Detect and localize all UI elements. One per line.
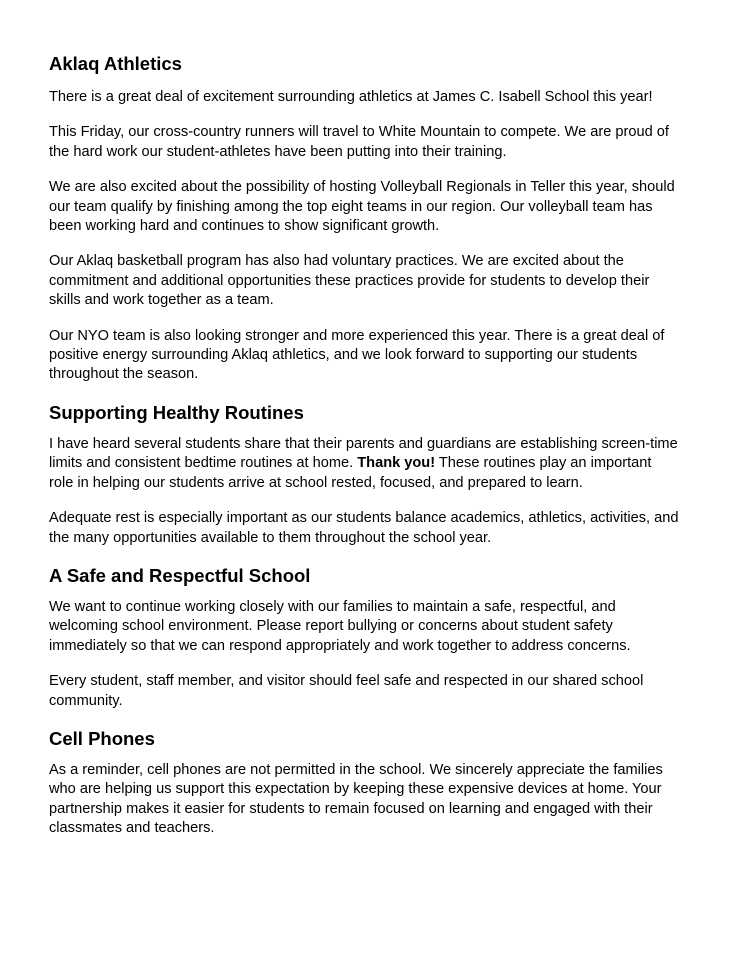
section-aklaq-athletics	[49, 50, 679, 385]
section-heading-healthy-routines: Supporting Healthy Routines	[49, 401, 304, 423]
section-heading-safe-school: A Safe and Respectful School	[49, 564, 311, 586]
athletics-paragraph-1: There is a great deal of excitement surrounding athletics at James C. Isabell School this year!	[49, 89, 653, 105]
safe-school-paragraph-2: Every student, staff member, and visitor should feel safe and respected in our shared school community.	[49, 673, 644, 709]
routines-paragraph-1-lead: I have heard several students share that their parents and guardians are establishing screen-time limits and consistent bedtime routines at home.	[49, 435, 678, 472]
athletics-paragraph-4: Our Aklaq basketball program has also had voluntary practices. We are excited about the commitment and additional opportunities these practices provide for students to develop their skills and work together as a team.	[49, 253, 650, 309]
section-healthy-routines	[49, 399, 679, 548]
section-safe-school	[49, 562, 679, 711]
section-heading-cell-phones: Cell Phones	[49, 727, 155, 749]
routines-paragraph-1	[49, 435, 679, 493]
thank-you-emphasis: Thank you!	[357, 455, 436, 472]
routines-paragraph-1-rest: These routines play an important role in helping our students arrive at school rested, focused, and prepared to learn.	[49, 455, 652, 491]
cell-phones-paragraph-1: As a reminder, cell phones are not permitted in the school. We sincerely appreciate the families who are helping us support this expectation by keeping these expensive devices at home. Your partnership makes it easier for students to remain focused on learning and engaged with their classmates and teachers.	[49, 761, 663, 837]
athletics-paragraph-5: Our NYO team is also looking stronger and more experienced this year. There is a great deal of positive energy surrounding Aklaq athletics, and we look forward to supporting our students throughout the season.	[49, 327, 665, 383]
newsletter-page	[49, 50, 679, 839]
athletics-paragraph-3: We are also excited about the possibility of hosting Volleyball Regionals in Teller this year, should our team qualify by finishing among the top eight teams in our region. Our volleyball team has been working hard and continues to show significant growth.	[49, 179, 675, 235]
athletics-paragraph-2: This Friday, our cross-country runners will travel to White Mountain to compete. We are proud of the hard work our student-athletes have been putting into their training.	[49, 124, 669, 160]
routines-paragraph-2: Adequate rest is especially important as our students balance academics, athletics, activities, and the many opportunities available to them throughout the school year.	[49, 510, 679, 546]
section-cell-phones	[49, 725, 679, 839]
section-heading-athletics: Aklaq Athletics	[49, 53, 182, 74]
safe-school-paragraph-1: We want to continue working closely with our families to maintain a safe, respectful, and welcoming school environment. Please report bullying or concerns about student safety immediately so that we can respond appropriately and work together to address concerns.	[49, 598, 631, 654]
